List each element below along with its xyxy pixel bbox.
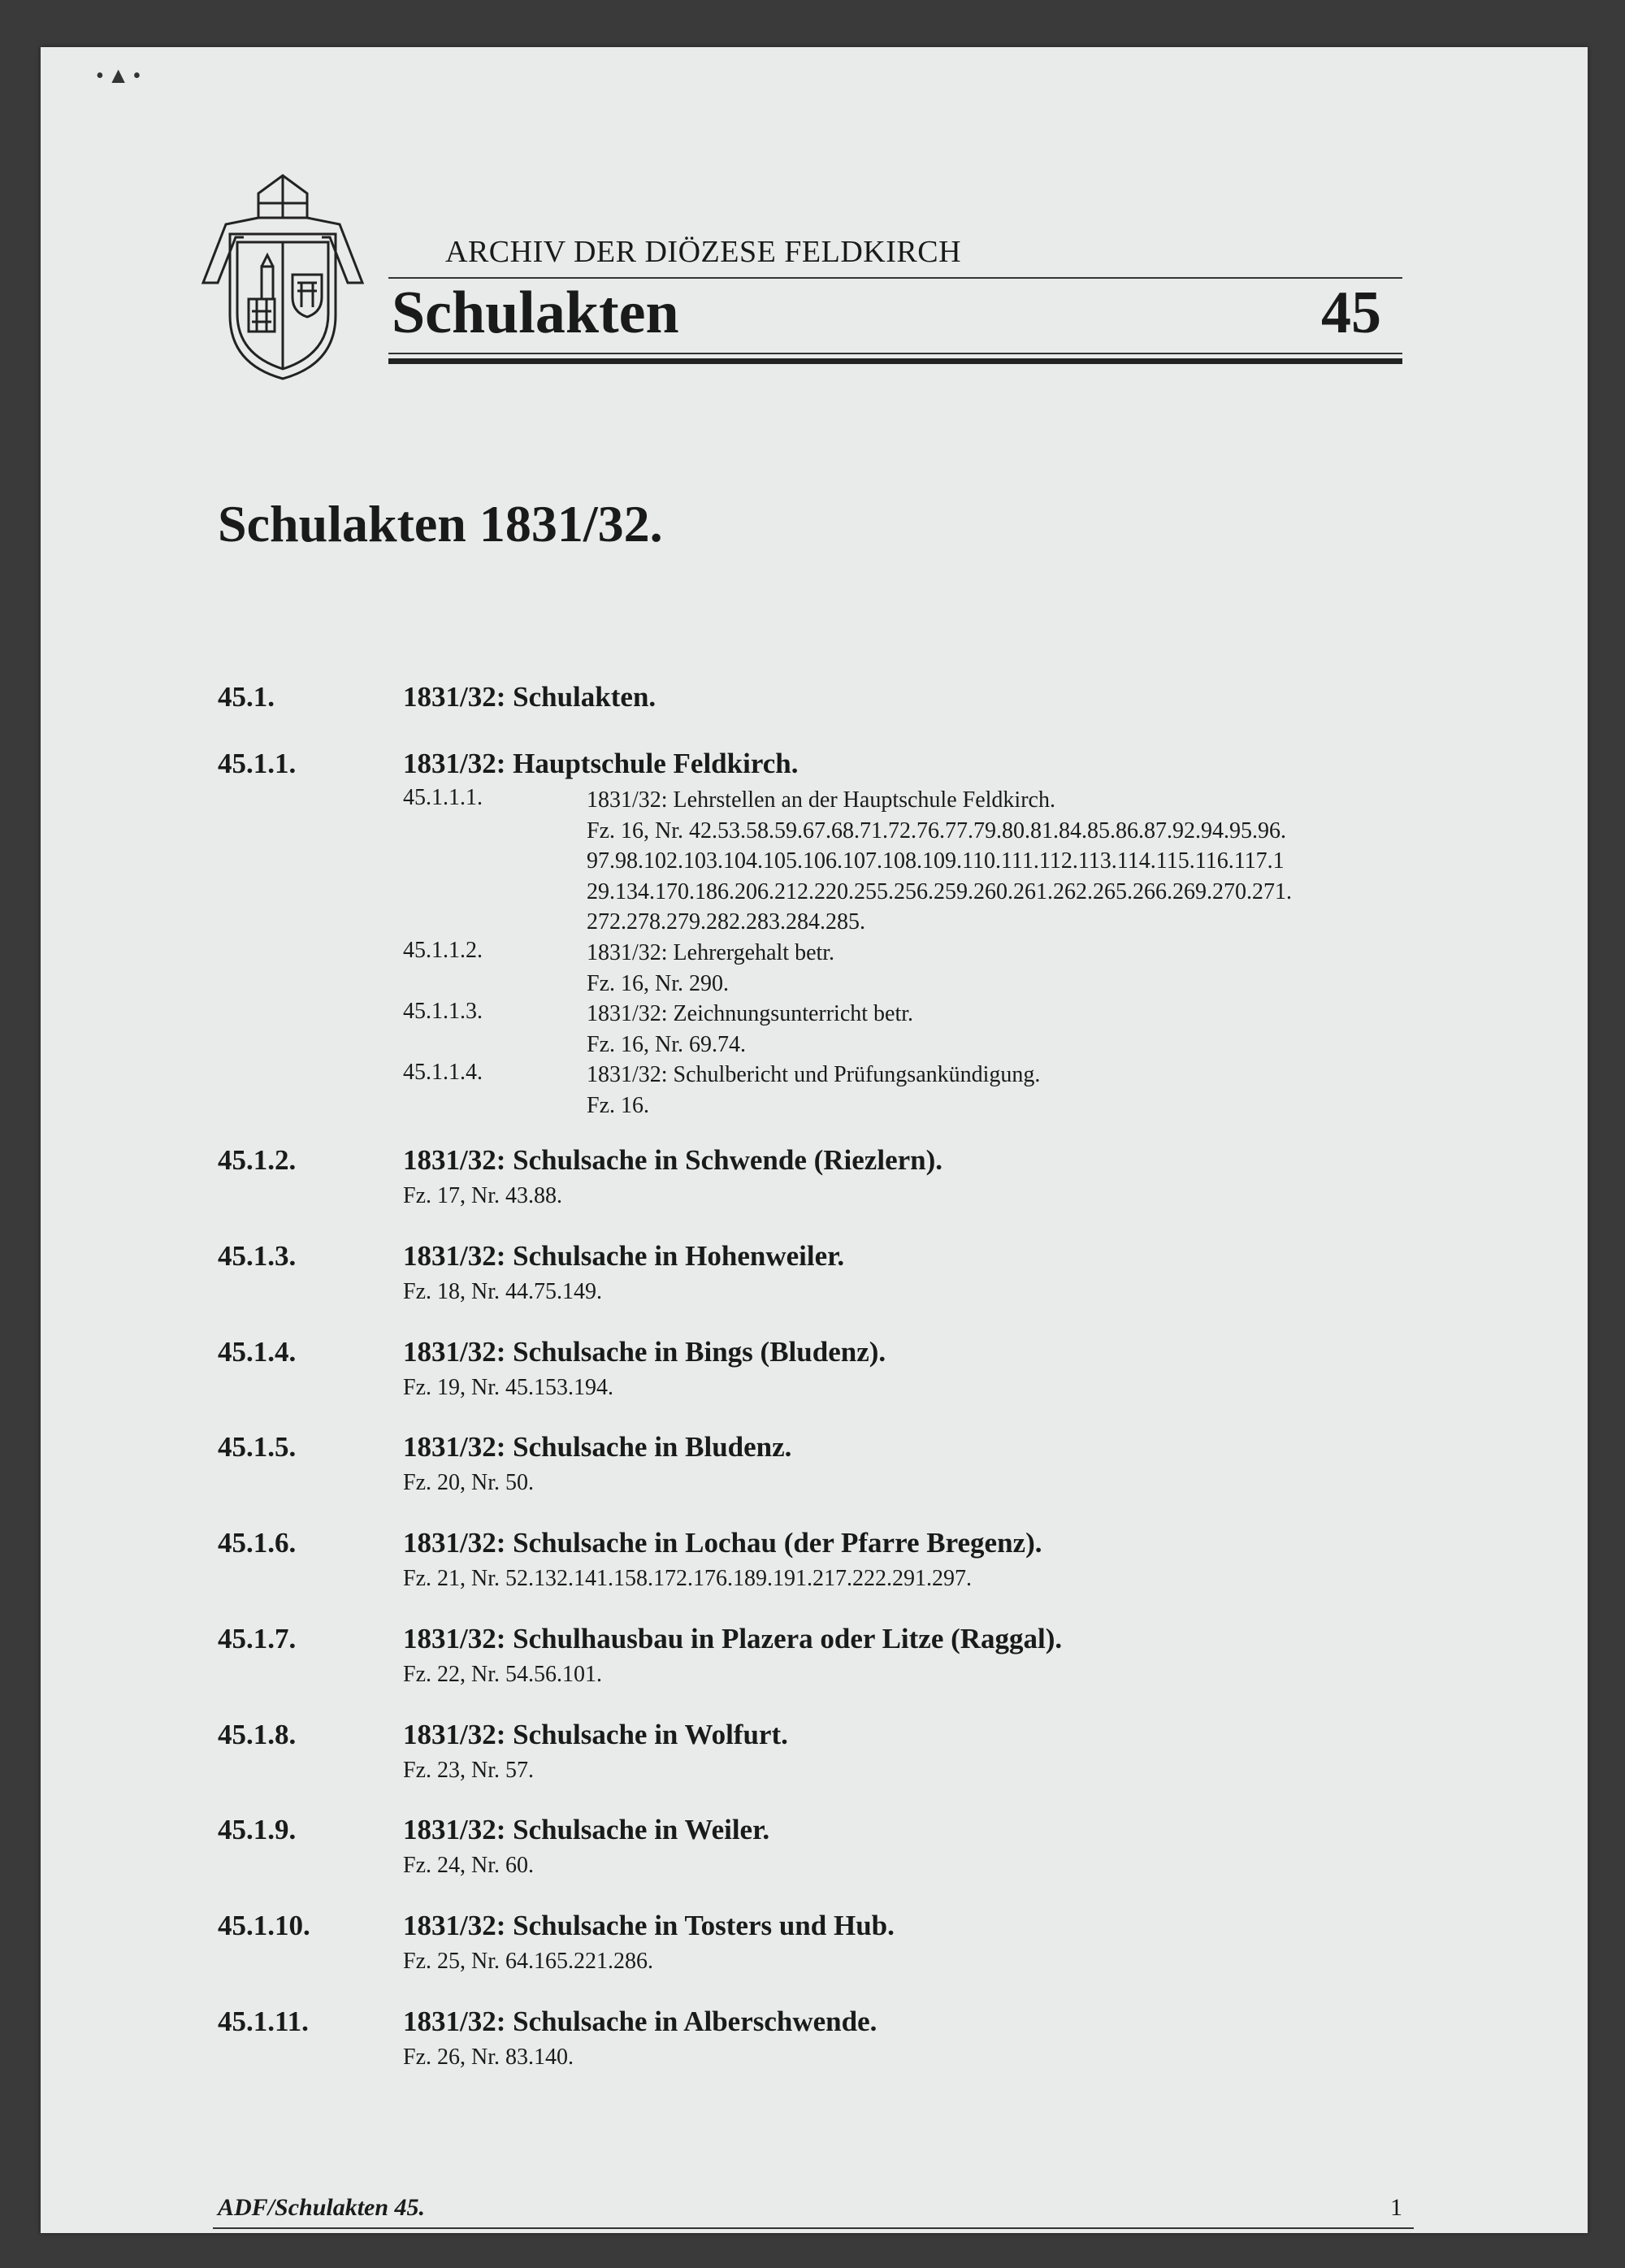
section-title: 1831/32: Schulhausbau in Plazera oder Litze (Raggal). <box>403 1623 1063 1654</box>
section-number: 45.1.10. <box>218 1910 310 1941</box>
section-title: 1831/32: Schulsache in Hohenweiler. <box>403 1240 845 1272</box>
section-title: 1831/32: Schulsache in Tosters und Hub. <box>403 1910 895 1941</box>
subsection-text <box>587 938 1399 999</box>
section-title: 1831/32: Schulsache in Lochau (der Pfarre Bregenz). <box>403 1527 1042 1559</box>
punch-hole-mark: •▲• <box>96 63 145 89</box>
subsection-line: Fz. 16, Nr. 69.74. <box>587 1031 746 1057</box>
page-number: 1 <box>1390 2194 1402 2221</box>
subsection-number: 45.1.1.1. <box>403 785 483 810</box>
section-number: 45.1.11. <box>218 2006 309 2037</box>
header-title: Schulakten <box>392 280 679 346</box>
subsection-line: 29.134.170.186.206.212.220.255.256.259.260.261.262.265.266.269.270.271. <box>587 878 1292 904</box>
subsection-line: 272.278.279.282.283.284.285. <box>587 909 865 935</box>
subsection-text <box>587 785 1399 938</box>
section-number: 45.1.5. <box>218 1431 297 1463</box>
section-reference: Fz. 19, Nr. 45.153.194. <box>403 1375 613 1400</box>
section-number: 45.1.9. <box>218 1814 297 1845</box>
section-number: 45.1.8. <box>218 1719 297 1750</box>
subsection-line: 97.98.102.103.104.105.106.107.108.109.110.111.112.113.114.115.116.117.1 <box>587 848 1285 874</box>
section-title: 1831/32: Schulsache in Alberschwende. <box>403 2006 878 2037</box>
section-reference: Fz. 25, Nr. 64.165.221.286. <box>403 1949 653 1974</box>
subsection-line: Fz. 16. <box>587 1092 649 1118</box>
section-number: 45.1.1. <box>218 748 297 779</box>
archive-name: ARCHIV DER DIÖZESE FELDKIRCH <box>445 235 962 269</box>
subsection-number: 45.1.1.4. <box>403 1060 483 1085</box>
header-rule-middle <box>388 353 1402 354</box>
subsection-line: Fz. 16, Nr. 290. <box>587 970 729 996</box>
document-title: Schulakten 1831/32. <box>218 495 663 553</box>
subsection-line: 1831/32: Zeichnungsunterricht betr. <box>587 1001 914 1026</box>
section-reference: Fz. 26, Nr. 83.140. <box>403 2045 574 2070</box>
header-number: 45 <box>1321 280 1381 346</box>
section-reference: Fz. 22, Nr. 54.56.101. <box>403 1662 602 1687</box>
subsection-line: 1831/32: Lehrstellen an der Hauptschule Feldkirch. <box>587 787 1055 813</box>
subsection-number: 45.1.1.2. <box>403 938 483 963</box>
section-number: 45.1.2. <box>218 1144 297 1176</box>
subsection-line: 1831/32: Schulbericht und Prüfungsankündigung. <box>587 1062 1041 1087</box>
section-reference: Fz. 17, Nr. 43.88. <box>403 1183 562 1208</box>
footer-reference: ADF/Schulakten 45. <box>218 2194 426 2221</box>
diocese-coat-of-arms-icon <box>193 169 372 382</box>
section-number: 45.1.7. <box>218 1623 297 1654</box>
section-reference: Fz. 20, Nr. 50. <box>403 1470 534 1495</box>
section-title: 1831/32: Schulsache in Bings (Bludenz). <box>403 1336 886 1368</box>
section-number: 45.1.6. <box>218 1527 297 1559</box>
header-rule-bottom <box>388 358 1402 364</box>
section-reference: Fz. 24, Nr. 60. <box>403 1853 534 1878</box>
section-reference: Fz. 18, Nr. 44.75.149. <box>403 1279 602 1304</box>
section-title: 1831/32: Schulsache in Schwende (Riezlern). <box>403 1144 943 1176</box>
section-number: 45.1.4. <box>218 1336 297 1368</box>
subsection-line: Fz. 16, Nr. 42.53.58.59.67.68.71.72.76.77.79.80.81.84.85.86.87.92.94.95.96. <box>587 817 1286 843</box>
footer-rule <box>213 2227 1414 2229</box>
subsection-text <box>587 1060 1399 1121</box>
section-title: 1831/32: Schulsache in Wolfurt. <box>403 1719 788 1750</box>
subsection-text <box>587 999 1399 1060</box>
section-reference: Fz. 21, Nr. 52.132.141.158.172.176.189.191.217.222.291.297. <box>403 1566 972 1591</box>
subsection-line: 1831/32: Lehrergehalt betr. <box>587 940 835 965</box>
section-title: 1831/32: Schulsache in Bludenz. <box>403 1431 792 1463</box>
section-title: 1831/32: Schulsache in Weiler. <box>403 1814 770 1845</box>
section-reference: Fz. 23, Nr. 57. <box>403 1758 534 1783</box>
section-title: 1831/32: Schulakten. <box>403 681 656 713</box>
section-title: 1831/32: Hauptschule Feldkirch. <box>403 748 799 779</box>
subsection-number: 45.1.1.3. <box>403 999 483 1024</box>
section-number: 45.1.3. <box>218 1240 297 1272</box>
section-number: 45.1. <box>218 681 275 713</box>
